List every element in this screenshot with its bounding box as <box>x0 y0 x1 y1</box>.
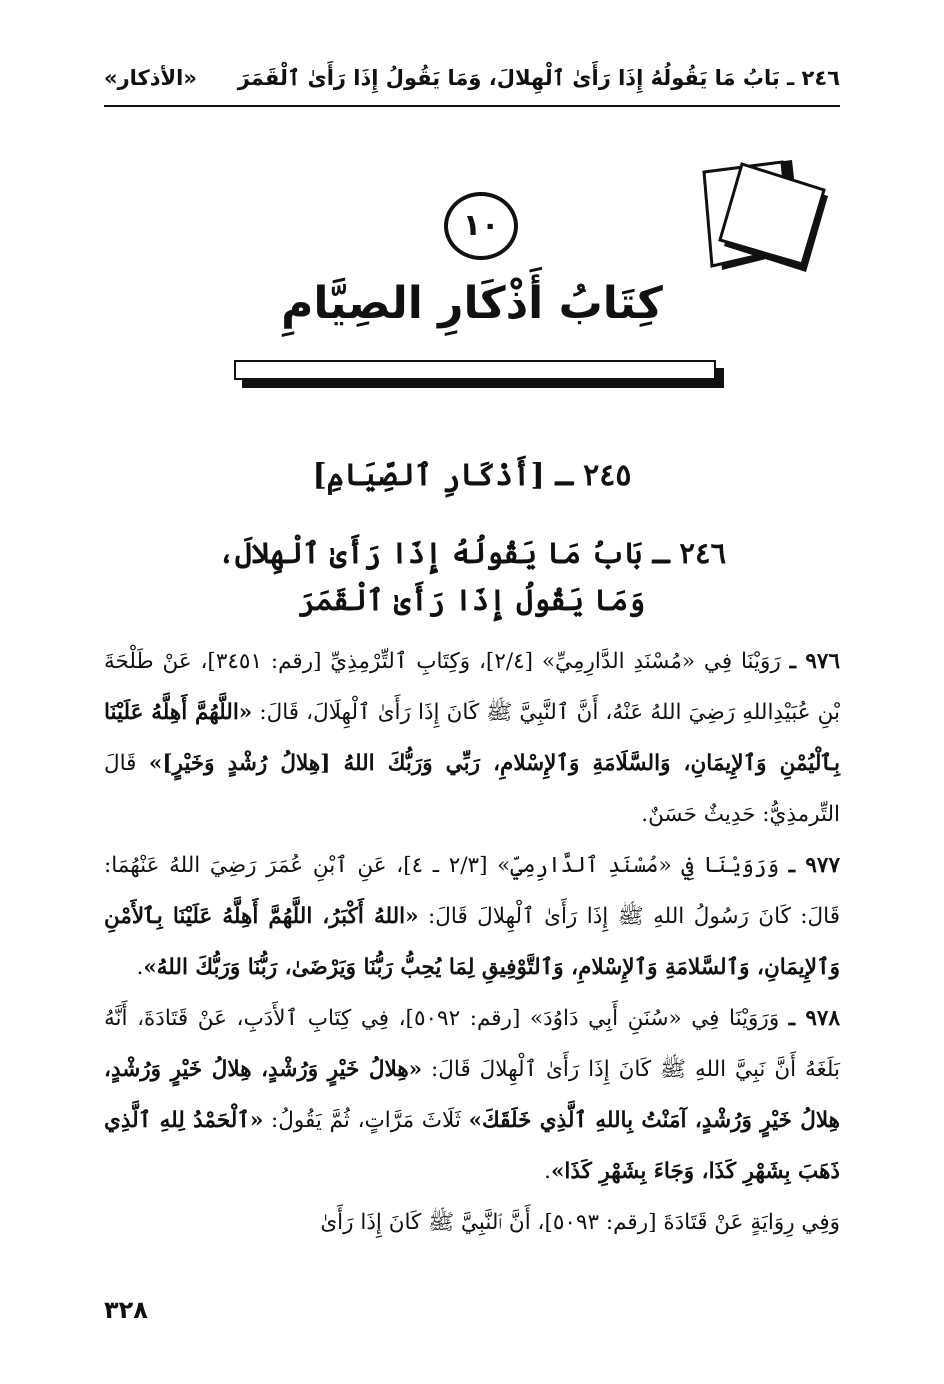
hadith-end: . <box>544 1159 551 1184</box>
page-number: ٣٢٨ <box>104 1296 148 1324</box>
chapter-number: ١٠ <box>444 192 518 260</box>
hadith-quote: «اللهُ أَكْبَرُ، اللَّهُمَّ أَهِلَّهُ عَلَيْنَا بِٱلأَمْنِ وَٱلإِيمَانِ، وَٱلسَّلامَةِ وَٱلإِسْلامِ، وَٱلتَّوْفِيقِ لِمَا يُحِبُّ رَبُّنَا وَيَرْضَىٰ، رَبُّنَا وَرَبُّكَ اللهُ» <box>104 904 840 980</box>
hadith-middle: ثَلَاثَ مَرَّاتٍ، ثُمَّ يَقُولُ: <box>271 1108 461 1133</box>
hadith-number: ٩٧٦ ـ <box>789 649 841 674</box>
running-title: ٢٤٦ ـ بَابُ مَا يَقُولُهُ إِذَا رَأَىٰ ٱلْهِلالَ، وَمَا يَقُولُ إِذَا رَأَىٰ ٱلْقَمَرَ <box>237 66 840 90</box>
narration-continued: وَفِي رِوَايَةٍ عَنْ قَتَادَةَ [رقم: ٥٠٩٣]، أَنَّ ٱلنَّبِيَّ ﷺ كَانَ إِذَا رَأَىٰ <box>320 1210 840 1235</box>
hadith-977 <box>104 840 840 993</box>
chapter-title: كِتَابُ أَذْكَارِ الصِيَّامِ <box>281 278 663 329</box>
hadith-narration: وَرَوَيْنَا فِي «سُنَنِ أَبِي دَاوُدَ» [رقم: ٥٠٩٢]، فِي كِتَابِ ٱلأَدَبِ، عَنْ قَتَادَةَ، أَنَّهُ بَلَغَهُ أَنَّ نَبِيَّ اللهِ ﷺ كَانَ إِذَا رَأَىٰ ٱلْهِلالَ قَالَ: <box>104 1006 840 1082</box>
running-header <box>104 60 840 104</box>
chapter-heading-line-1: ٢٤٦ ـ بَابُ مَا يَقُولُهُ إِذَا رَأَىٰ ٱلْهِلالَ، <box>217 536 727 570</box>
hadith-quote: «هِلالُ خَيْرٍ وَرُشْدٍ، هِلالُ خَيْرٍ وَرُشْدٍ، هِلالُ خَيْرٍ وَرُشْدٍ، آمَنْتُ بِاللهِ ٱلَّذِي خَلَقَكَ» <box>104 1057 840 1133</box>
hadith-number: ٩٧٨ ـ <box>788 1006 840 1031</box>
body-text <box>104 636 840 1248</box>
hadith-976 <box>104 636 840 840</box>
hadith-quote: «اللَّهُمَّ أَهِلَّهُ عَلَيْنَا بِٱلْيُمْنِ وَٱلإِيمَانِ، وَالسَّلَامَةِ وَٱلإِسْلامِ، رَبِّي وَرَبُّكَ اللهُ [هِلالُ رُشْدٍ وَخَيْرٍ]» <box>104 700 840 776</box>
chapter-heading <box>104 530 840 624</box>
hadith-end: . <box>136 955 144 980</box>
hadith-narration: وَرَوَيْنَا فِي «مُسْنَدِ ٱلدَّارِمِيِّ» [٢/٣ ـ ٤]، عَنِ ٱبْنِ عُمَرَ رَضِيَ اللهُ عَنْهُمَا: قَالَ: كَانَ رَسُولُ اللهِ ﷺ إِذَا رَأَىٰ ٱلْهِلالَ قَالَ: <box>104 853 840 929</box>
section-heading: ٢٤٥ ـ [أَذْكَارِ ٱلصِّيَامِ] <box>312 458 632 493</box>
title-underline-bar <box>234 360 716 380</box>
hadith-narration: رَوَيْنَا فِي «مُسْنَدِ الدَّارِمِيِّ» [٢/٤]، وَكِتَابِ ٱلتِّرْمِذِيِّ [رقم: ٣٤٥١]، عَنْ طَلْحَةَ بْنِ عُبَيْدِاللهِ رَضِيَ اللهُ عَنْهُ، أَنَّ ٱلنَّبِيَّ ﷺ كَانَ إِذَا رَأَىٰ ٱلْهِلَالَ، قَالَ: <box>104 649 840 725</box>
decorative-squares-icon <box>682 160 842 285</box>
chapter-heading-line-2: وَمَا يَقُولُ إِذَا رَأَىٰ ٱلْقَمَرَ <box>298 583 646 617</box>
hadith-number: ٩٧٧ ـ <box>788 853 840 878</box>
header-rule <box>104 105 840 107</box>
hadith-quote-2: «ٱلْحَمْدُ لِلهِ ٱلَّذِي ذَهَبَ بِشَهْرِ كَذَا، وَجَاءَ بِشَهْرِ كَذَا» <box>104 1108 840 1184</box>
hadith-grading: قَالَ التِّرمذِيُّ: حَدِيثٌ حَسَنٌ. <box>104 751 840 827</box>
book-name: «الأذكار» <box>104 66 197 90</box>
hadith-978 <box>104 993 840 1197</box>
